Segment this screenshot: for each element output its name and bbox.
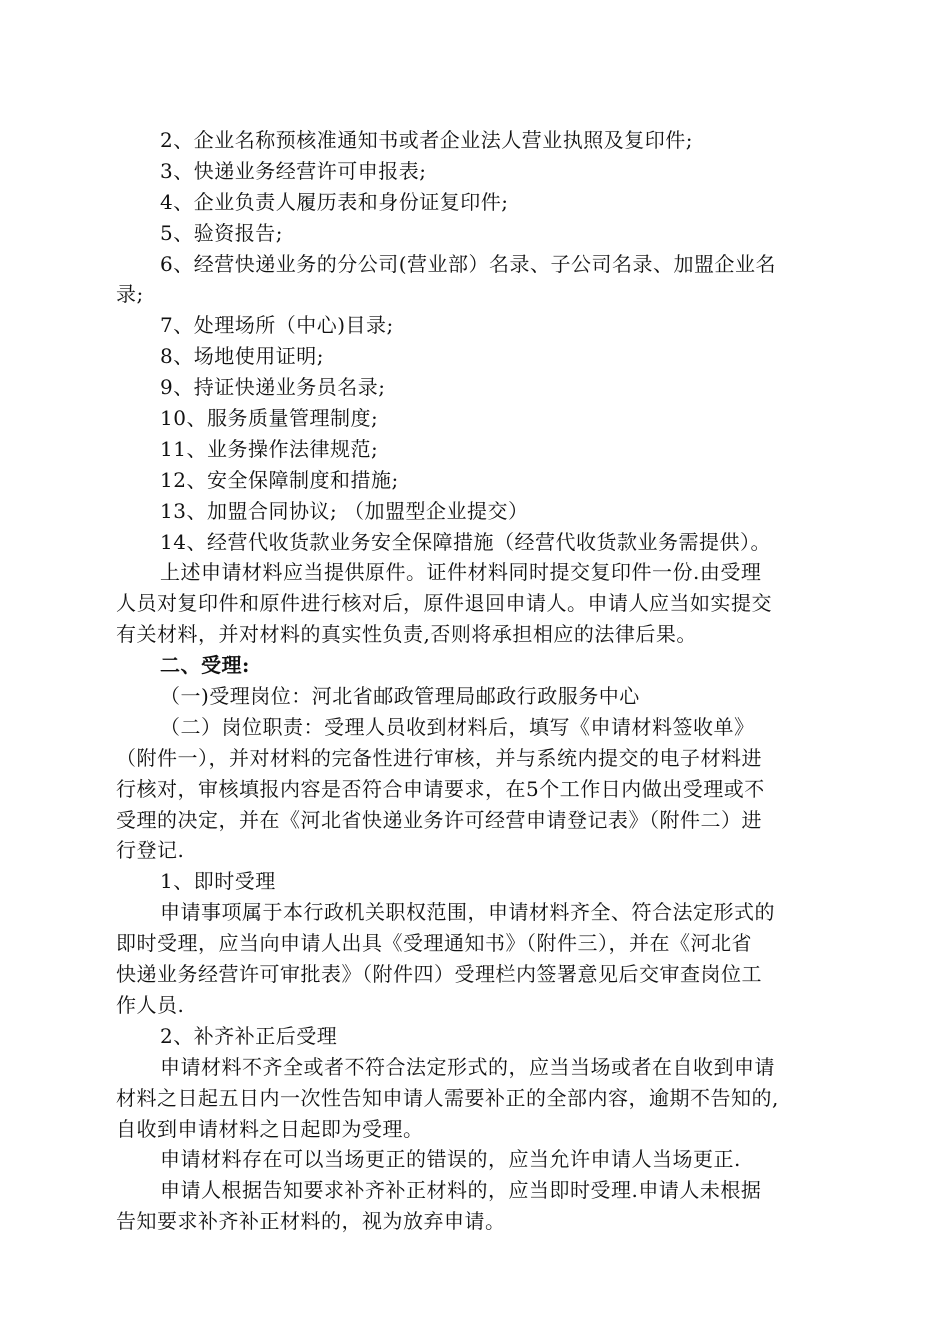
paragraph-line: 申请事项属于本行政机关职权范围，申请材料齐全、符合法定形式的: [160, 900, 775, 925]
list-item: 2、企业名称预核准通知书或者企业法人营业执照及复印件;: [160, 128, 693, 152]
paragraph-line: 材料之日起五日内一次性告知申请人需要补正的全部内容，逾期不告知的,: [116, 1085, 779, 1110]
list-item: 4、企业负责人履历表和身份证复印件;: [160, 189, 509, 214]
document-body: [116, 125, 836, 1237]
paragraph-line: 申请人根据告知要求补齐补正材料的，应当即时受理.申请人未根据: [160, 1178, 762, 1203]
paragraph-line: （附件一），并对材料的完备性进行审核，并与系统内提交的电子材料进: [116, 745, 762, 770]
list-item: 9、持证快递业务员名录;: [160, 375, 386, 400]
paragraph-line: 受理的决定，并在《河北省快递业务许可经营申请登记表》（附件二）进: [116, 807, 762, 832]
paragraph-line: 自收到申请材料之日起即为受理。: [116, 1116, 424, 1141]
section-heading: 二、受理:: [160, 653, 250, 678]
list-item: 3、快递业务经营许可申报表;: [160, 158, 427, 183]
paragraph-line: 上述申请材料应当提供原件。证件材料同时提交复印件一份.由受理: [160, 560, 762, 585]
list-item: 5、验资报告;: [160, 220, 283, 245]
list-item: 8、场地使用证明;: [160, 344, 324, 369]
paragraph-line: 快递业务经营许可审批表》（附件四）受理栏内签署意见后交审查岗位工: [116, 962, 762, 987]
list-item: 11、业务操作法律规范;: [160, 436, 379, 461]
list-item: 13、加盟合同协议; （加盟型企业提交）: [160, 498, 529, 523]
paragraph-line: 告知要求补齐补正材料的，视为放弃申请。: [116, 1209, 506, 1234]
paragraph-line: 作人员.: [116, 992, 185, 1017]
paragraph-line: 即时受理，应当向申请人出具《受理通知书》（附件三），并在《河北省: [116, 931, 752, 956]
paragraph-line: 行登记.: [116, 838, 185, 863]
paragraph-line: 人员对复印件和原件进行核对后，原件退回申请人。申请人应当如实提交: [116, 591, 772, 616]
list-item: 14、经营代收货款业务安全保障措施（经营代收货款业务需提供）。: [160, 529, 771, 554]
paragraph-line: （一)受理岗位：河北省邮政管理局邮政行政服务中心: [160, 684, 640, 709]
subsection-title: 2、补齐补正后受理: [160, 1023, 338, 1048]
paragraph-line: 行核对，审核填报内容是否符合申请要求，在5个工作日内做出受理或不: [116, 776, 765, 801]
paragraph-line: 申请材料不齐全或者不符合法定形式的，应当当场或者在自收到申请: [160, 1054, 775, 1079]
subsection-title: 1、即时受理: [160, 869, 276, 894]
list-item-continuation: 录;: [116, 282, 144, 307]
paragraph-line: 有关材料，并对材料的真实性负责,否则将承担相应的法律后果。: [116, 622, 697, 647]
paragraph-line: 申请材料存在可以当场更正的错误的，应当允许申请人当场更正.: [160, 1147, 741, 1172]
list-item: 10、服务质量管理制度;: [160, 406, 379, 431]
list-item: 7、处理场所（中心)目录;: [160, 313, 394, 338]
paragraph-line: （二）岗位职责：受理人员收到材料后，填写《申请材料签收单》: [160, 714, 755, 739]
list-item: 6、经营快递业务的分公司(营业部）名录、子公司名录、加盟企业名: [160, 251, 777, 276]
list-item: 12、安全保障制度和措施;: [160, 467, 399, 492]
